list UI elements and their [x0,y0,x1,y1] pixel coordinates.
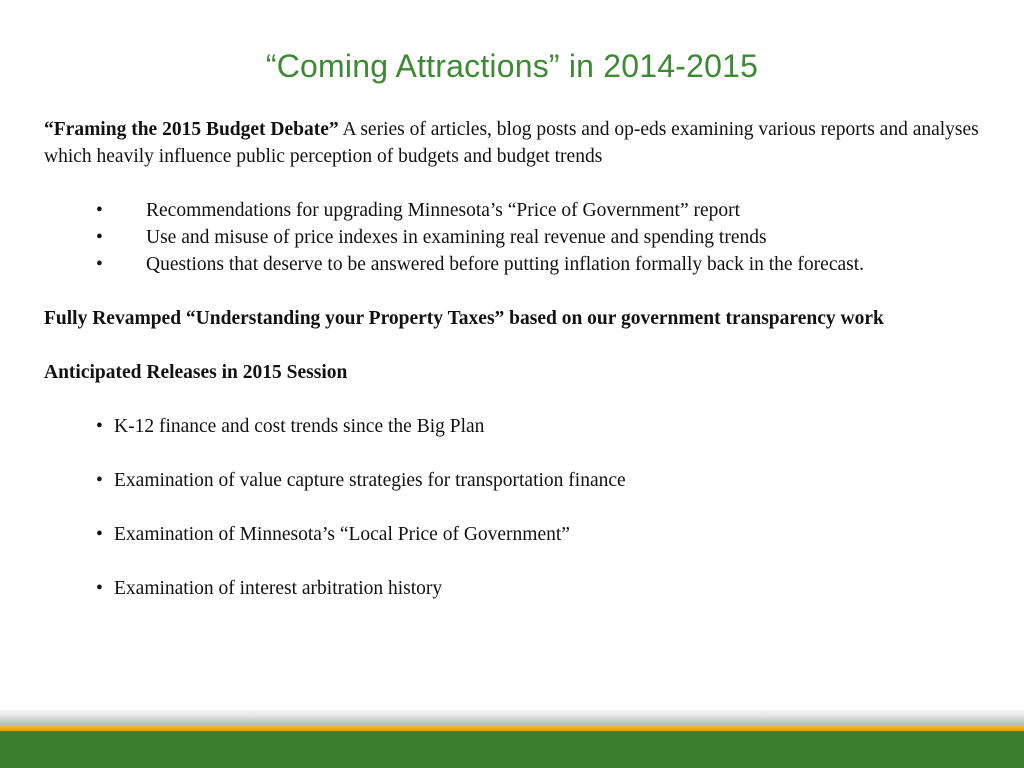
spacer [44,332,984,359]
slide-title: “Coming Attractions” in 2014-2015 [265,48,759,84]
bullet-icon: • [96,227,103,248]
anticipated-bullet-text: K-12 finance and cost trends since the Big Plan [114,416,485,437]
framing-bullet [44,251,984,278]
framing-bullet-text: Questions that deserve to be answered before putting inflation formally back in the forecast. [146,254,865,275]
framing-bullet-text: Recommendations for upgrading Minnesota’s “Price of Government” report [146,200,741,221]
bullet-icon: • [96,254,103,275]
spacer [44,548,984,575]
spacer [44,278,984,305]
framing-bullet [44,197,984,224]
spacer [44,386,984,413]
bullet-icon: • [96,200,103,221]
intro-paragraph [44,116,984,170]
bullet-icon: • [96,470,103,491]
footer-green-band [0,731,1024,768]
anticipated-bullet-text: Examination of Minnesota’s “Local Price of Government” [114,524,570,545]
bullet-icon: • [96,578,103,599]
intro-heading: “Framing the 2015 Budget Debate” [44,119,339,140]
framing-bullet [44,224,984,251]
anticipated-bullet-text: Examination of interest arbitration history [114,578,443,599]
spacer [44,440,984,467]
anticipated-bullet [44,467,984,494]
spacer [44,170,984,197]
anticipated-bullet [44,521,984,548]
anticipated-bullet-text: Examination of value capture strategies for transportation finance [114,470,626,491]
framing-bullet-text: Use and misuse of price indexes in examining real revenue and spending trends [146,227,767,248]
revamped-heading: Fully Revamped “Understanding your Property Taxes” based on our government transparency work [44,308,884,329]
footer-shadow [0,708,1024,726]
bullet-icon: • [96,416,103,437]
bullet-icon: • [96,524,103,545]
anticipated-bullet [44,575,984,602]
intro-text: A series of articles, blog posts and op-eds examining various reports and analyses which heavily influence public perception of budgets and budget trends [44,119,979,167]
anticipated-heading: Anticipated Releases in 2015 Session [44,362,348,383]
spacer [44,494,984,521]
slide-body [44,116,984,602]
anticipated-bullet [44,413,984,440]
